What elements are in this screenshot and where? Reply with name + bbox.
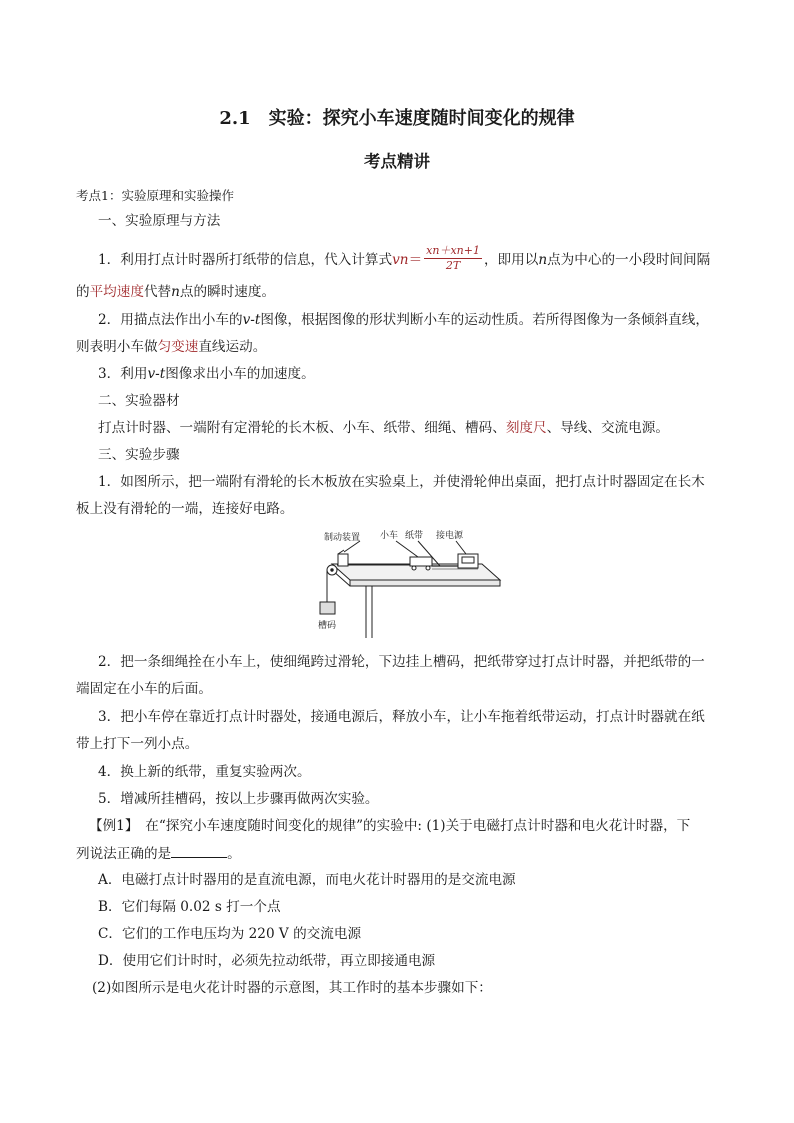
keyword-uniform-accel: 匀变速 (157, 339, 199, 355)
formula-fraction (424, 244, 482, 273)
text: 打点计时器、一端附有定滑轮的长木板、小车、纸带、细绳、槽码、 (98, 420, 506, 436)
section-heading-principle: 一、实验原理与方法 (98, 213, 221, 229)
text: 图像求出小车的加速度。 (165, 366, 315, 382)
keyword-average-speed: 平均速度 (89, 284, 144, 300)
label-weight: 槽码 (318, 621, 337, 631)
label-car: 小车 (380, 531, 399, 541)
formula-equals: ＝ (408, 252, 423, 268)
formula-denominator: 2T (445, 259, 461, 272)
step-2: 2．把一条细绳拴在小车上，使细绳跨过滑轮，下边挂上槽码，把纸带穿过打点计时器，并把纸带的一 (98, 654, 705, 670)
text: 图像，根据图像的形状判断小车的运动性质。若所得图像为一条倾斜直线， (260, 312, 709, 328)
paragraph-principle-2-cont (76, 337, 266, 357)
option-c: C．它们的工作电压均为 220 V 的交流电源 (98, 926, 362, 942)
example-tag: 【例1】 (89, 818, 132, 834)
equipment-list (98, 418, 669, 438)
text: 1．利用打点计时器所打纸带的信息，代入计算式 (98, 252, 393, 268)
paragraph-principle-1 (98, 246, 710, 275)
page-title: 2.1 实验：探究小车速度随时间变化的规律 (219, 108, 575, 129)
label-brake-device: 制动装置 (324, 533, 361, 543)
label-power: 接电源 (436, 531, 464, 541)
option-d: D．使用它们计时时，必须先拉动纸带，再立即接通电源 (98, 953, 436, 969)
text: 点的瞬时速度。 (179, 284, 276, 300)
topic-heading: 考点1：实验原理和实验操作 (76, 188, 234, 203)
step-4: 4．换上新的纸带，重复实验两次。 (98, 764, 311, 780)
step-5: 5．增减所挂槽码，按以上步骤再做两次实验。 (98, 791, 379, 807)
text: 代替 (143, 284, 172, 300)
formula-vn: vn (392, 252, 409, 268)
paragraph-principle-3 (98, 364, 315, 384)
section-heading-steps: 三、实验步骤 (98, 447, 180, 463)
paragraph-principle-1-cont (76, 282, 275, 302)
text: 在“探究小车速度随时间变化的规律”的实验中: (1)关于电磁打点计时器和电火花计时器，下 (131, 818, 691, 834)
keyword-ruler: 刻度尺 (505, 420, 547, 436)
page-subtitle: 考点精讲 (364, 152, 430, 171)
var-n: n (538, 252, 548, 268)
vt-label: v-t (242, 312, 261, 328)
example-1-cont (76, 843, 241, 864)
answer-blank (171, 843, 227, 858)
step-2-cont: 端固定在小车的后面。 (76, 681, 212, 697)
question-2: (2)如图所示是电火花计时器的示意图，其工作时的基本步骤如下： (92, 980, 492, 996)
label-tape: 纸带 (405, 531, 424, 541)
text: 则表明小车做 (76, 339, 158, 355)
text: 点为中心的一小段时间间隔 (547, 252, 711, 268)
step-1: 1．如图所示，把一端附有滑轮的长木板放在实验桌上，并使滑轮伸出桌面，把打点计时器固定在长木 (98, 474, 705, 490)
text: 列说法正确的是 (76, 846, 172, 862)
option-a: A．电磁打点计时器用的是直流电源，而电火花计时器用的是交流电源 (98, 872, 516, 888)
section-heading-equipment: 二、实验器材 (98, 393, 180, 409)
text: 的 (76, 284, 90, 300)
step-1-cont: 板上没有滑轮的一端，连接好电路。 (76, 501, 294, 517)
text: ，即用以 (483, 252, 539, 268)
text: 3．利用 (98, 366, 148, 382)
text: 2．用描点法作出小车的 (98, 312, 243, 328)
paragraph-principle-2 (98, 310, 709, 330)
vt-label: v-t (147, 366, 166, 382)
text: 。 (227, 846, 241, 862)
step-3-cont: 带上打下一列小点。 (76, 736, 199, 752)
apparatus-diagram (310, 524, 504, 640)
var-n: n (171, 284, 180, 300)
step-3: 3．把小车停在靠近打点计时器处，接通电源后，释放小车，让小车拖着纸带运动，打点计时器就在纸 (98, 709, 705, 725)
example-1 (89, 816, 690, 836)
option-b: B．它们每隔 0.02 s 打一个点 (98, 899, 281, 915)
text: 、导线、交流电源。 (546, 420, 669, 436)
formula-numerator: xn＋xn+1 (426, 244, 480, 257)
text: 直线运动。 (198, 339, 267, 355)
